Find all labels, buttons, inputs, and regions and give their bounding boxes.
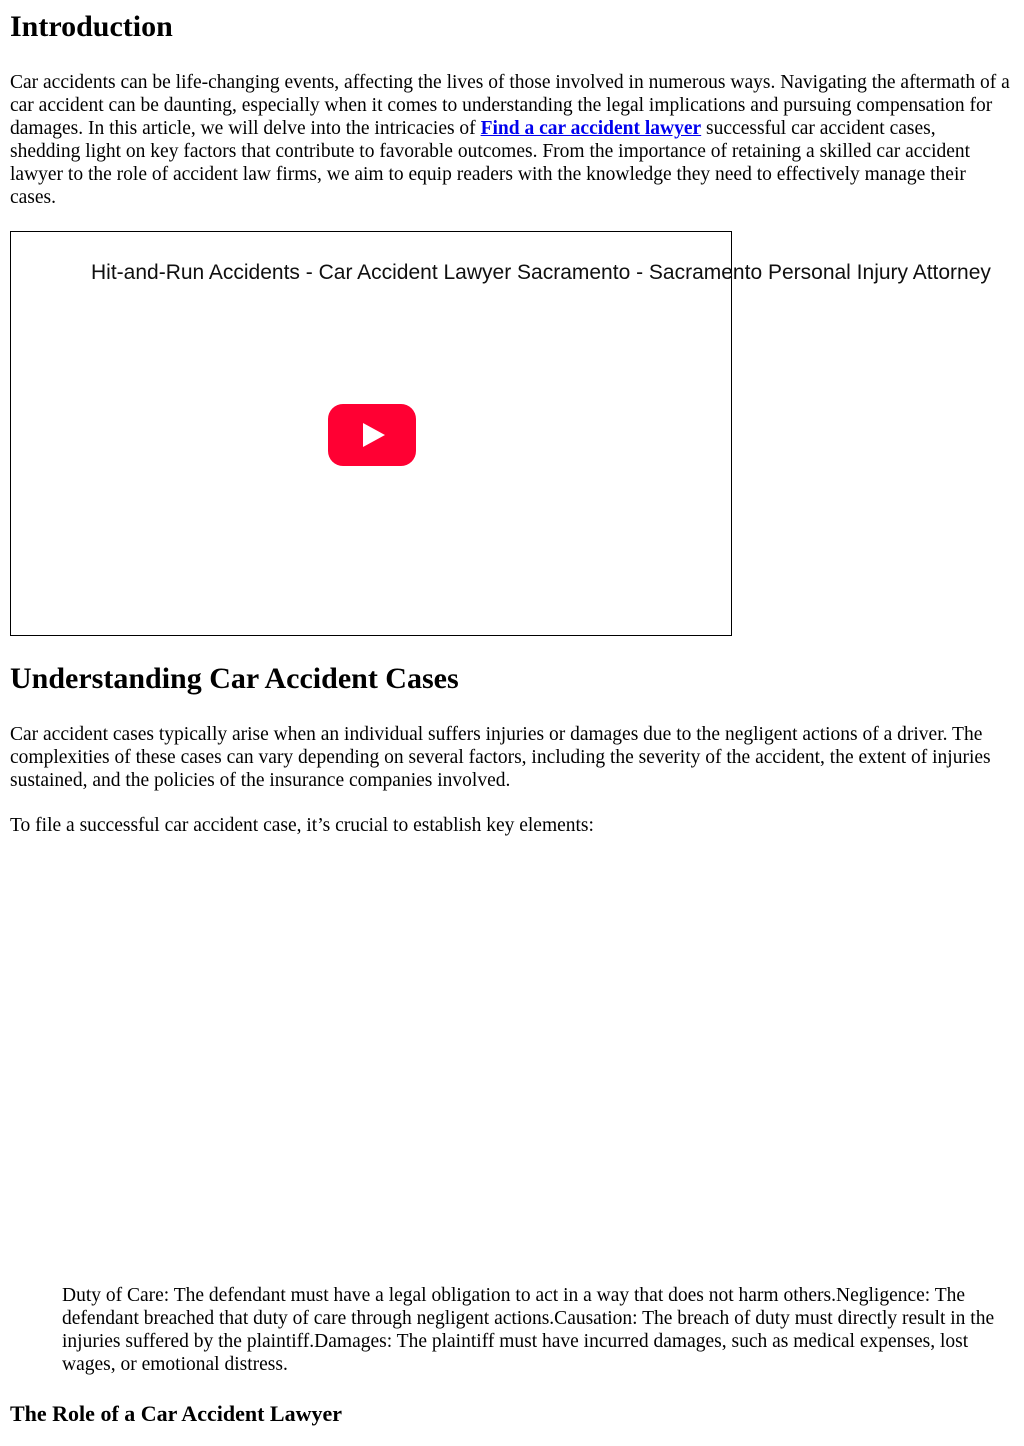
key-elements-intro: To file a successful car accident case, it’s crucial to establish key elements: xyxy=(10,815,594,836)
understanding-heading: Understanding Car Accident Cases xyxy=(10,662,459,695)
intro-heading: Introduction xyxy=(10,10,173,43)
understanding-paragraph: Car accident cases typically arise when an individual suffers injuries or damages due to the negligent actions of a driver. The complexities of these cases can vary depending on several factors, including the severity of the accident, the extent of injuries sustained, and the policies of the insurance companies involved. xyxy=(10,724,991,791)
find-lawyer-link[interactable]: Find a car accident lawyer xyxy=(480,118,702,139)
intro-paragraph xyxy=(10,71,1010,209)
role-heading: The Role of a Car Accident Lawyer xyxy=(10,1401,342,1426)
intro-text-before-link: Car accidents can be life-changing events, affecting the lives of those involved in numerous ways. Navigating the aftermath of a car accident can be daunting, especially when it comes to understanding the legal implications and pursuing compensation for damages. In this article, we will delve into the intricacies of xyxy=(10,72,1010,139)
key-elements-list: Duty of Care: The defendant must have a legal obligation to act in a way that does not harm others.Negligence: The defendant breached that duty of care through negligent actions.Causation: The breach of duty must directly result in the injuries suffered by the plaintiff.Damages: The plaintiff must have incurred damages, such as medical expenses, lost wages, or emotional distress. xyxy=(62,1285,995,1375)
intro-text-after-link: successful car accident cases, shedding light on key factors that contribute to favorable outcomes. From the importance of retaining a skilled car accident lawyer to the role of accident law firms, we aim to equip readers with the knowledge they need to effectively manage their cases. xyxy=(10,118,971,208)
youtube-video-embed[interactable] xyxy=(10,231,991,636)
youtube-play-icon[interactable] xyxy=(328,404,416,466)
video-title[interactable]: Hit-and-Run Accidents - Car Accident Lawyer Sacramento - Sacramento Personal Injury Attorney xyxy=(91,261,991,284)
